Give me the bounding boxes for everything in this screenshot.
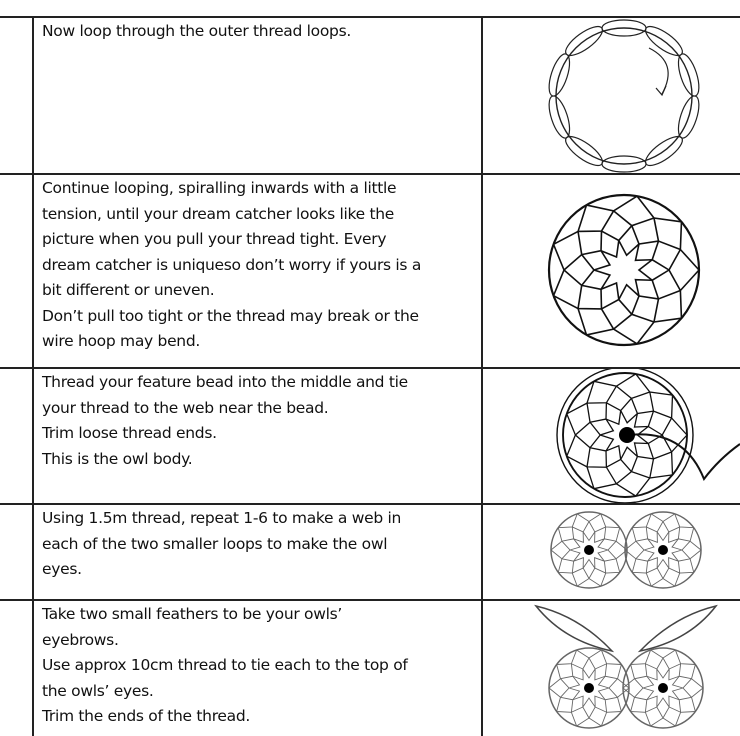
step-line: tension, until your dream catcher looks like the: [42, 204, 395, 223]
step-text: [42, 176, 474, 355]
outer-loops-illustration: [484, 18, 740, 173]
step-line: This is the owl body.: [42, 449, 193, 468]
hoop: [556, 28, 692, 164]
step-line: bit different or uneven.: [42, 281, 215, 299]
web-thread: [564, 211, 680, 329]
step-text: [42, 506, 474, 583]
step-line: Thread your feature bead into the middle and tie: [42, 373, 408, 391]
arrow-head: [656, 86, 666, 95]
column-divider: [481, 16, 483, 736]
step-text: [42, 19, 474, 45]
step-line: the owls’ eyes.: [42, 681, 154, 700]
feather-right: [640, 606, 716, 651]
step-line: Continue looping, spiralling inwards with a little: [42, 179, 397, 197]
feather-left: [536, 606, 612, 651]
eye-bead: [658, 545, 668, 555]
eye-bead: [584, 683, 594, 693]
column-divider: [32, 16, 34, 736]
step-line: eyebrows.: [42, 630, 119, 649]
step-line: Take two small feathers to be your owls’: [42, 605, 343, 623]
owl-eyebrows-illustration: [484, 601, 740, 736]
eye-bead: [584, 545, 594, 555]
step-line: Don’t pull too tight or the thread may break or the: [42, 306, 419, 325]
step-line: Trim the ends of the thread.: [42, 707, 251, 725]
step-line: each of the two smaller loops to make the owl: [42, 534, 388, 553]
owl-body-bead-illustration: [484, 369, 740, 503]
bead: [619, 427, 635, 443]
step-line: picture when you pull your thread tight. Every: [42, 230, 387, 248]
owl-eyes-illustration: [484, 505, 740, 599]
step-line: your thread to the web near the bead.: [42, 398, 329, 417]
step-line: Use approx 10cm thread to tie each to the top of: [42, 656, 408, 674]
web-thread: [594, 240, 652, 299]
step-line: eyes.: [42, 560, 82, 578]
step-line: Trim loose thread ends.: [42, 424, 217, 442]
step-line: dream catcher is uniqueso don’t worry if yours is a: [42, 255, 422, 274]
step-line: Using 1.5m thread, repeat 1-6 to make a web in: [42, 509, 402, 527]
woven-web-illustration: [484, 175, 740, 367]
step-line: wire hoop may bend.: [42, 332, 200, 350]
step-text: [42, 370, 474, 472]
step-text: [42, 602, 474, 730]
eye-bead: [658, 683, 668, 693]
hoop: [549, 195, 699, 345]
step-line: Now loop through the outer thread loops.: [42, 22, 351, 40]
